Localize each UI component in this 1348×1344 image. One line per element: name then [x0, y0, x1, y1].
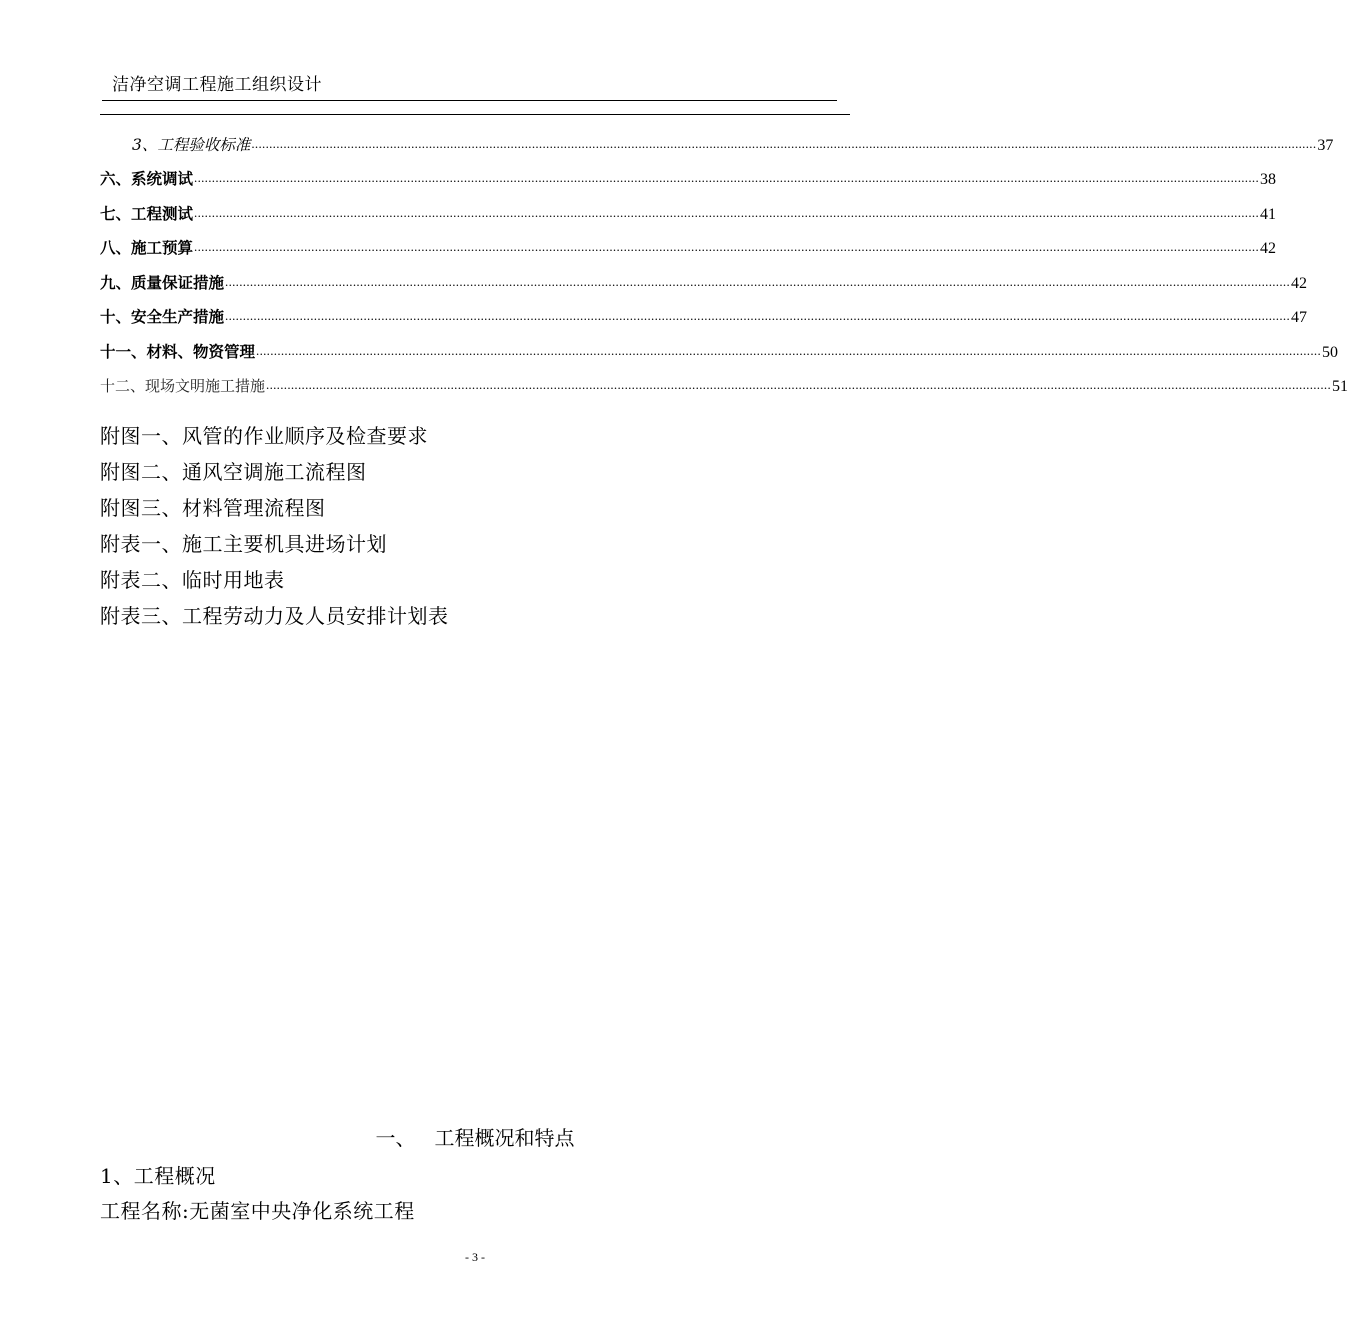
section-heading: 一、 工程概况和特点	[375, 1126, 575, 1150]
attachment-item: 附表三、工程劳动力及人员安排计划表	[100, 604, 449, 628]
toc-entry[interactable]	[100, 258, 1308, 293]
attachment-item: 附图三、材料管理流程图	[100, 496, 326, 520]
toc-entry-label: 六、系统调试	[100, 170, 194, 188]
running-header-title: 洁净空调工程施工组织设计	[112, 75, 322, 95]
toc-entry-label: 十、安全生产措施	[100, 308, 225, 326]
toc-leader-dots: ............................................................................................................................................................................................................................................................................................................	[194, 170, 1260, 185]
toc-entry-page: 37	[1317, 136, 1334, 154]
toc-leader-dots: ............................................................................................................................................................................................................................................................................................................	[225, 273, 1291, 289]
toc-entry-label: 3、工程验收标准	[132, 135, 251, 154]
toc-entry-page: 47	[1291, 309, 1308, 326]
toc-entry-label: 十一、材料、物资管理	[100, 342, 256, 361]
page-number: - 3 -	[465, 1250, 485, 1264]
toc-entry-label: 八、施工预算	[100, 239, 194, 257]
toc-entry[interactable]	[100, 120, 1334, 155]
toc-entry-page: 41	[1260, 205, 1277, 223]
toc-entry-page: 42	[1260, 240, 1277, 257]
toc-entry-label: 七、工程测试	[100, 204, 194, 223]
project-name-line: 工程名称:无菌室中央净化系统工程	[100, 1199, 415, 1223]
toc-entry[interactable]	[100, 362, 1348, 397]
toc-entry-page: 38	[1260, 171, 1277, 188]
toc-leader-dots: ............................................................................................................................................................................................................................................................................................................	[225, 308, 1291, 323]
header-divider-thick	[102, 100, 837, 101]
subsection-heading: 1、工程概况	[100, 1164, 216, 1188]
toc-leader-dots: ............................................................................................................................................................................................................................................................................................................	[194, 239, 1260, 254]
toc-leader-dots: ............................................................................................................................................................................................................................................................................................................	[251, 135, 1317, 151]
attachment-item: 附表二、临时用地表	[100, 568, 285, 592]
toc-leader-dots: ............................................................................................................................................................................................................................................................................................................	[266, 377, 1332, 392]
toc-entry-page: 51	[1332, 378, 1348, 395]
toc-entry[interactable]	[100, 224, 1277, 259]
toc-entry-label: 十二、现场文明施工措施	[100, 377, 266, 395]
toc-entry-page: 50	[1322, 343, 1339, 361]
attachment-item: 附图二、通风空调施工流程图	[100, 460, 367, 484]
toc-entry[interactable]	[100, 155, 1277, 190]
attachment-list	[100, 418, 449, 634]
toc-leader-dots: ............................................................................................................................................................................................................................................................................................................	[256, 342, 1322, 358]
attachment-item: 附图一、风管的作业顺序及检查要求	[100, 424, 428, 448]
toc-leader-dots: ............................................................................................................................................................................................................................................................................................................	[194, 204, 1260, 220]
toc-entry[interactable]	[100, 293, 1308, 328]
header-divider-thin	[100, 114, 850, 115]
toc-entry-page: 42	[1291, 274, 1308, 292]
toc-entry[interactable]	[100, 189, 1277, 224]
table-of-contents	[100, 120, 1348, 396]
toc-entry-label: 九、质量保证措施	[100, 273, 225, 292]
toc-entry[interactable]	[100, 327, 1339, 362]
attachment-item: 附表一、施工主要机具进场计划	[100, 532, 387, 556]
